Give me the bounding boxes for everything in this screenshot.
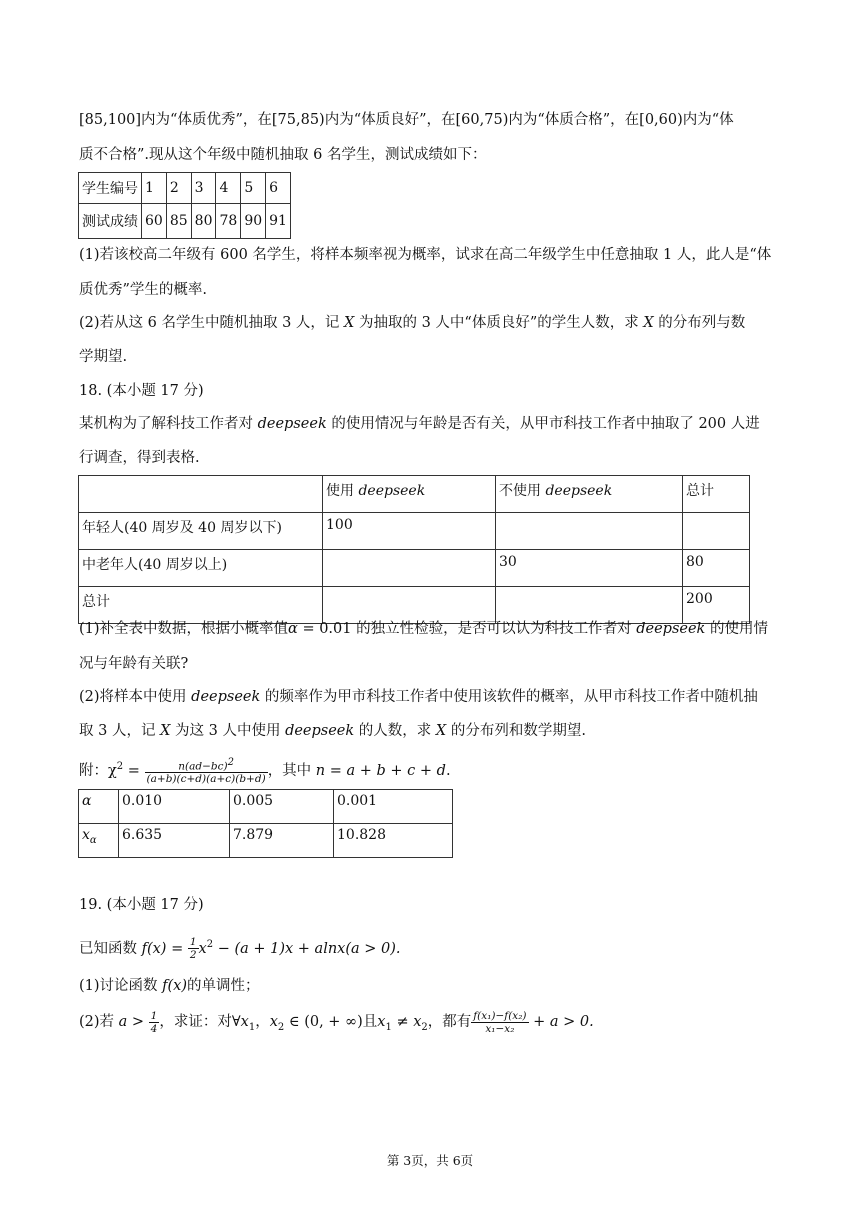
text-segment: 已知函数 [79, 940, 142, 957]
fraction [145, 757, 268, 786]
table-cell: 200 [683, 587, 750, 624]
math-expression: − (a + 1)x + alnx(a > 0). [213, 940, 401, 957]
exponent: 2 [206, 939, 214, 950]
page-footer: 第 3页，共 6页 [386, 1153, 474, 1168]
text-segment: 不使用 [499, 483, 546, 499]
fraction [188, 936, 199, 961]
table-cell: 7.879 [230, 824, 334, 858]
table-row [79, 587, 750, 624]
critical-value-table [78, 789, 453, 858]
table-cell: 10.828 [334, 824, 453, 858]
table-cell [323, 550, 496, 587]
table-cell [496, 587, 683, 624]
fraction-denominator: 2 [189, 949, 197, 962]
table-cell: 100 [323, 513, 496, 550]
table-row [79, 824, 453, 858]
text-segment: 的分布列和数学期望. [446, 723, 586, 739]
table-row [79, 513, 750, 550]
q18-part1-line2: 况与年龄有关联? [79, 656, 189, 672]
table-cell [323, 476, 496, 513]
q18-part1-line1 [79, 619, 768, 639]
text-segment: ， [255, 1014, 270, 1030]
math-term: deepseek [545, 483, 613, 499]
text-segment: 的频率作为甲市科技工作者中使用该软件的概率，从甲市科技工作者中随机抽 [260, 689, 758, 705]
table-cell [496, 476, 683, 513]
text-segment: 的使用情 [705, 621, 768, 637]
table-cell: 0.005 [230, 790, 334, 824]
subscript: 1 [385, 1021, 392, 1033]
intro-line-2: 质不合格”.现从这个年级中随机抽取 6 名学生，测试成绩如下： [79, 147, 487, 163]
fraction-numerator: 1 [150, 1009, 158, 1022]
table-cell: 60 [142, 204, 167, 239]
text-segment: (1)讨论函数 [79, 978, 163, 994]
q19-stem [79, 930, 401, 964]
table-cell: 中老年人(40 周岁以上) [79, 550, 323, 587]
fraction [471, 1010, 528, 1035]
text-segment: ，都有 [427, 1014, 472, 1030]
text-segment: 的分布列与数 [653, 315, 746, 331]
table-cell [496, 513, 683, 550]
text-segment: 某机构为了解科技工作者对 [79, 416, 258, 432]
math-expression: n = a + b + c + d [315, 762, 446, 779]
text-segment: (2)若 [79, 1014, 119, 1030]
table-cell: 85 [166, 204, 191, 239]
text-segment: n(ad−bc) [178, 760, 228, 773]
student-score-table [78, 172, 291, 239]
table-cell: 78 [216, 204, 241, 239]
math-variable: α [288, 621, 298, 637]
math-term: deepseek [191, 689, 261, 705]
table-row [79, 790, 453, 824]
text-segment: 取 3 人，记 [79, 723, 161, 739]
table-cell [323, 587, 496, 624]
q19-heading: 19. (本小题 17 分) [79, 897, 204, 913]
table-row [79, 204, 291, 239]
q18-part2-line1 [79, 687, 758, 707]
table-cell: 3 [191, 173, 216, 204]
exponent: 2 [227, 756, 234, 768]
text-segment: ，求证：对∀ [159, 1014, 241, 1030]
q17-part1-line1: (1)若该校高二年级有 600 名学生，将样本频率视为概率，试求在高二年级学生中任意抽取 1 人，此人是“体 [79, 247, 772, 263]
q18-stem-line2: 行调查，得到表格. [79, 450, 200, 466]
table-cell: 年轻人(40 周岁及 40 周岁以下) [79, 513, 323, 550]
math-term: deepseek [285, 723, 355, 739]
subscript: 2 [277, 1021, 285, 1033]
contingency-table [78, 475, 750, 624]
subscript: 2 [421, 1021, 428, 1033]
math-variable: X [160, 723, 171, 739]
chi-square-formula [79, 752, 451, 786]
fraction-denominator: x₁−x₂ [485, 1022, 515, 1035]
math-variable: x [377, 1014, 386, 1030]
text-segment: (2)将样本中使用 [79, 689, 192, 705]
math-term: deepseek [636, 621, 706, 637]
q18-part2-line2 [79, 721, 586, 741]
math-expression: a > [118, 1014, 149, 1030]
table-cell [79, 824, 119, 858]
table-row [79, 173, 291, 204]
table-cell: 2 [166, 173, 191, 204]
text-segment: 使用 [326, 483, 359, 499]
math-term: deepseek [257, 416, 327, 432]
text-segment: 为这 3 人中使用 [170, 723, 286, 739]
fraction-numerator: f(x₁)−f(x₂) [473, 1009, 527, 1022]
q18-heading: 18. (本小题 17 分) [79, 383, 204, 399]
math-variable: x [240, 1014, 249, 1030]
subscript: 1 [248, 1021, 256, 1033]
table-row [79, 550, 750, 587]
table-cell: 总计 [683, 476, 750, 513]
table-cell: 4 [216, 173, 241, 204]
exponent: 2 [116, 761, 124, 772]
q17-part1-line2: 质优秀”学生的概率. [79, 282, 208, 298]
table-cell [79, 476, 323, 513]
fraction-numerator: 1 [189, 936, 197, 949]
table-cell: α [79, 790, 119, 824]
text-segment: 为抽取的 3 人中“体质良好”的学生人数，求 [354, 315, 644, 331]
fraction-denominator: (a+b)(c+d)(a+c)(b+d) [146, 773, 266, 786]
table-row [79, 476, 750, 513]
text-segment: = 0.01 的独立性检验，是否可以认为科技工作者对 [297, 621, 637, 637]
table-cell: 80 [683, 550, 750, 587]
text-segment: (1)补全表中数据，根据小概率值 [79, 621, 289, 637]
table-cell: 80 [191, 204, 216, 239]
table-cell: 90 [241, 204, 266, 239]
text-segment: 的人数，求 [354, 723, 436, 739]
table-cell: 6 [266, 173, 291, 204]
math-variable: x [269, 1014, 278, 1030]
table-cell [683, 513, 750, 550]
math-variable: x [82, 827, 90, 843]
text-segment: 的使用情况与年龄是否有关，从甲市科技工作者中抽取了 200 人进 [326, 416, 760, 432]
table-cell: 总计 [79, 587, 323, 624]
math-expression: + a > 0. [528, 1014, 594, 1030]
text-segment: = [123, 762, 145, 779]
math-variable: x [413, 1014, 422, 1030]
text-segment: ∈ (0, + ∞)且 [284, 1014, 378, 1030]
table-cell: 91 [266, 204, 291, 239]
text-segment: ，其中 [267, 762, 316, 779]
table-cell: 30 [496, 550, 683, 587]
math-variable: X [344, 315, 355, 331]
math-variable: X [643, 315, 654, 331]
table-cell: 6.635 [119, 824, 230, 858]
q18-stem-line1 [79, 414, 760, 434]
math-variable: x [198, 940, 207, 957]
math-term: deepseek [358, 483, 426, 499]
fraction-numerator [145, 757, 268, 774]
math-expression: f(x) [162, 978, 188, 994]
table-cell: 学生编号 [79, 173, 142, 204]
fraction [149, 1010, 160, 1035]
table-cell: 0.001 [334, 790, 453, 824]
text-segment: . [445, 762, 451, 779]
q19-part1 [79, 976, 260, 996]
table-cell: 1 [142, 173, 167, 204]
q19-part2: (2)若 a > $\frac{1}{4}$ ，求证：对$\forall x_1$，$x_2$ ∈ (0, + ∞)且$x_1 \ne x_2$，都有 $\frac{\text{f(x₁)−f(x₂)}}{\text{x₁−x₂}}$ + a > 0. [79, 1009, 594, 1035]
text-segment: = [166, 940, 188, 957]
table-cell: 5 [241, 173, 266, 204]
q17-part2-line2: 学期望. [79, 349, 128, 365]
intro-line-1: [85,100]内为“体质优秀”，在[75,85)内为“体质良好”，在[60,75)内为“体质合格”，在[0,60)内为“体 [79, 112, 734, 128]
math-variable: X [435, 723, 447, 739]
table-cell: 0.010 [119, 790, 230, 824]
text-segment: 附：χ [79, 762, 117, 779]
fraction-denominator: 4 [150, 1022, 158, 1035]
math-expression: f(x) [141, 940, 167, 957]
table-cell: 测试成绩 [79, 204, 142, 239]
subscript: α [89, 834, 97, 846]
text-segment: (2)若从这 6 名学生中随机抽取 3 人，记 [79, 315, 345, 331]
q17-part2-line1 [79, 313, 745, 333]
text-segment: 的单调性； [187, 978, 260, 994]
